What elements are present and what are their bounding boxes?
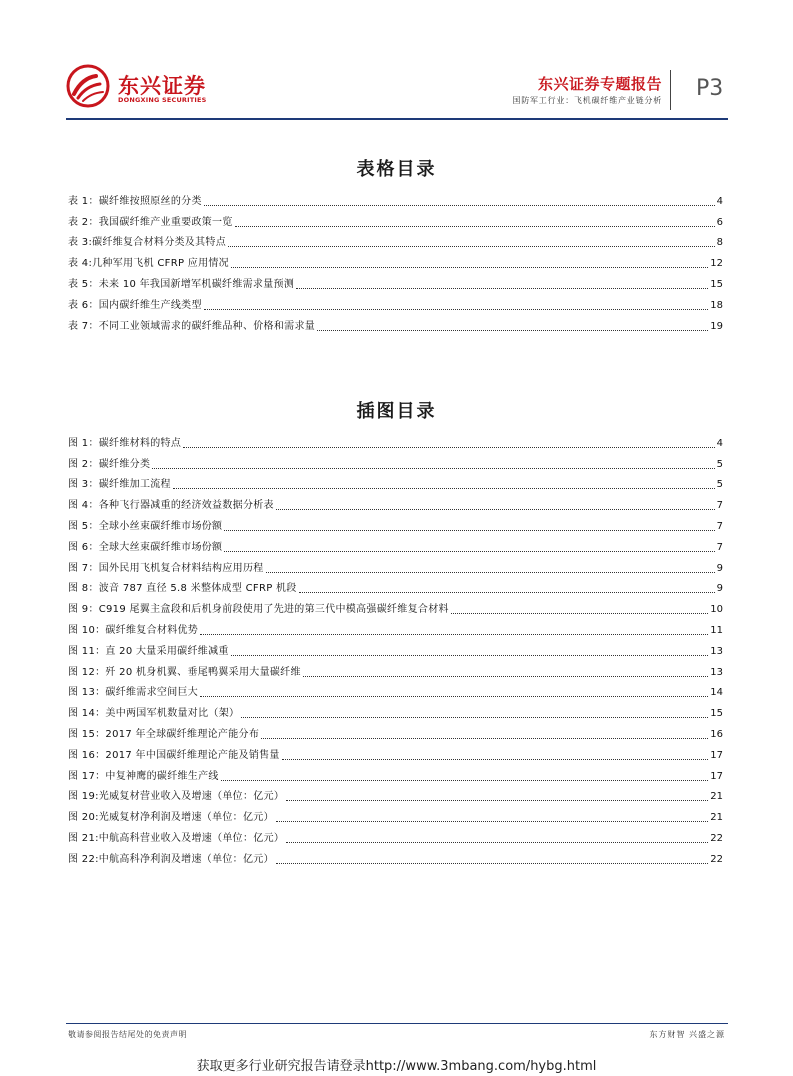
figure-toc-entry[interactable] — [68, 471, 723, 492]
table-toc-entry-page: 18 — [710, 299, 723, 311]
figure-toc-entry-page: 14 — [710, 687, 723, 699]
logo-company-name: 东兴证券 — [118, 74, 206, 98]
figure-toc-entry-label: 图 17：中复神鹰的碳纤维生产线 — [68, 770, 219, 782]
dot-leader — [241, 716, 708, 718]
figure-toc-entry-page: 17 — [710, 770, 723, 782]
table-toc-entry-label: 表 4:几种军用飞机 CFRP 应用情况 — [68, 258, 229, 270]
figure-toc-entry[interactable] — [68, 554, 723, 575]
dot-leader — [276, 508, 715, 510]
figure-toc-entry-page: 13 — [710, 645, 723, 657]
dot-leader — [231, 266, 708, 268]
dot-leader — [235, 225, 715, 227]
table-toc-entry-page: 4 — [716, 195, 723, 207]
figures-toc-title: 插图目录 — [356, 401, 437, 422]
header-divider — [670, 70, 671, 110]
figure-toc-entry-page: 13 — [710, 666, 723, 678]
table-toc-entry[interactable] — [68, 249, 723, 270]
table-toc-entry[interactable] — [68, 187, 723, 208]
figure-toc-entry[interactable] — [68, 720, 723, 741]
figure-toc-entry-label: 图 20:光威复材净利润及增速（单位：亿元） — [68, 812, 274, 824]
figure-toc-entry-label: 图 7：国外民用飞机复合材料结构应用历程 — [68, 562, 264, 574]
figure-toc-entry-page: 7 — [716, 500, 723, 512]
figure-toc-entry-label: 图 8：波音 787 直径 5.8 米整体成型 CFRP 机段 — [68, 583, 297, 595]
dot-leader — [276, 820, 708, 822]
figure-toc-entry[interactable] — [68, 512, 723, 533]
figure-toc-entry-label: 图 6：全球大丝束碳纤维市场份额 — [68, 541, 223, 553]
figure-toc-entry[interactable] — [68, 679, 723, 700]
dot-leader — [228, 245, 715, 247]
dot-leader — [296, 287, 708, 289]
table-toc-entry-page: 19 — [710, 320, 723, 332]
dot-leader — [276, 862, 708, 864]
report-title: 东兴证券专题报告 — [537, 75, 662, 93]
dot-leader — [221, 779, 709, 781]
figure-toc-entry[interactable] — [68, 824, 723, 845]
figure-toc-entry-page: 7 — [716, 541, 723, 553]
table-toc-entry-page: 6 — [716, 216, 723, 228]
figure-toc-entry-label: 图 21:中航高科营业收入及增速（单位：亿元） — [68, 832, 285, 844]
figure-toc-entry-page: 4 — [716, 437, 723, 449]
figure-toc-entry[interactable] — [68, 595, 723, 616]
figure-toc-entry-page: 7 — [716, 520, 723, 532]
figure-toc-entry[interactable] — [68, 803, 723, 824]
dot-leader — [152, 467, 714, 469]
dot-leader — [224, 529, 714, 531]
figure-toc-entry-page: 9 — [716, 562, 723, 574]
table-toc-entry[interactable] — [68, 229, 723, 250]
figure-toc-entry-label: 图 13：碳纤维需求空间巨大 — [68, 687, 199, 699]
figure-toc-entry-label: 图 10：碳纤维复合材料优势 — [68, 624, 199, 636]
figure-toc-entry-label: 图 12：歼 20 机身机翼、垂尾鸭翼采用大量碳纤维 — [68, 666, 301, 678]
figure-toc-entry[interactable] — [68, 783, 723, 804]
dot-leader — [224, 550, 714, 552]
table-toc-entry-label: 表 5：未来 10 年我国新增军机碳纤维需求量预测 — [68, 278, 295, 290]
figure-toc-entry[interactable] — [68, 658, 723, 679]
footer-slogan: 东方财智 兴盛之源 — [649, 1030, 725, 1039]
figure-toc-entry[interactable] — [68, 845, 723, 866]
figure-toc-entry-page: 21 — [710, 791, 723, 803]
figure-toc-entry-label: 图 4：各种飞行器减重的经济效益数据分析表 — [68, 500, 274, 512]
figure-toc-entry-label: 图 2：碳纤维分类 — [68, 458, 151, 470]
table-toc-entry[interactable] — [68, 312, 723, 333]
figure-toc-entry-page: 21 — [710, 812, 723, 824]
dot-leader — [231, 654, 709, 656]
watermark-link[interactable]: 获取更多行业研究报告请登录http://www.3mbang.com/hybg.html — [196, 1059, 597, 1074]
table-toc-entry[interactable] — [68, 291, 723, 312]
dot-leader — [200, 695, 708, 697]
header-rule — [66, 118, 728, 120]
figure-toc-entry-label: 图 15：2017 年全球碳纤维理论产能分布 — [68, 728, 260, 740]
dot-leader — [286, 799, 708, 801]
table-toc-entry-page: 15 — [710, 278, 723, 290]
figure-toc-entry-page: 22 — [710, 853, 723, 865]
report-subtitle: 国防军工行业：飞机碳纤维产业链分析 — [512, 96, 662, 105]
figure-toc-entry-label: 图 5：全球小丝束碳纤维市场份额 — [68, 520, 223, 532]
dot-leader — [303, 675, 708, 677]
figure-toc-entry[interactable] — [68, 533, 723, 554]
figure-toc-entry[interactable] — [68, 741, 723, 762]
table-toc-entry-label: 表 2：我国碳纤维产业重要政策一览 — [68, 216, 233, 228]
dot-leader — [286, 841, 708, 843]
dot-leader — [317, 329, 708, 331]
dot-leader — [204, 204, 715, 206]
figure-toc-entry[interactable] — [68, 450, 723, 471]
figure-toc-entry[interactable] — [68, 491, 723, 512]
table-toc-entry-label: 表 1：碳纤维按照原丝的分类 — [68, 195, 202, 207]
figure-toc-entry[interactable] — [68, 637, 723, 658]
dot-leader — [173, 487, 715, 489]
logo-company-english: DONGXING SECURITIES — [118, 96, 207, 104]
figure-toc-entry-page: 9 — [716, 583, 723, 595]
table-toc-entry-page: 12 — [710, 258, 723, 270]
figure-toc-entry[interactable] — [68, 762, 723, 783]
tables-toc-title: 表格目录 — [356, 159, 437, 180]
dot-leader — [204, 308, 709, 310]
table-toc-entry-page: 8 — [716, 237, 723, 249]
figure-toc-entry[interactable] — [68, 429, 723, 450]
figures-toc-list — [68, 429, 723, 866]
figure-toc-entry-label: 图 3：碳纤维加工流程 — [68, 479, 171, 491]
figure-toc-entry-label: 图 16：2017 年中国碳纤维理论产能及销售量 — [68, 749, 280, 761]
figure-toc-entry-label: 图 19:光威复材营业收入及增速（单位：亿元） — [68, 791, 285, 803]
figure-toc-entry-page: 22 — [710, 832, 723, 844]
figure-toc-entry-page: 17 — [710, 749, 723, 761]
figure-toc-entry-page: 5 — [716, 458, 723, 470]
dot-leader — [200, 633, 708, 635]
dot-leader — [299, 591, 715, 593]
page-number: P3 — [696, 76, 724, 101]
dot-leader — [266, 571, 715, 573]
figure-toc-entry-label: 图 22:中航高科净利润及增速（单位：亿元） — [68, 853, 274, 865]
table-toc-entry-label: 表 3:碳纤维复合材料分类及其特点 — [68, 237, 227, 249]
figure-toc-entry[interactable] — [68, 616, 723, 637]
figure-toc-entry[interactable] — [68, 575, 723, 596]
footer-rule — [66, 1023, 728, 1024]
table-toc-entry-label: 表 7：不同工业领域需求的碳纤维品种、价格和需求量 — [68, 320, 316, 332]
figure-toc-entry-page: 15 — [710, 708, 723, 720]
table-toc-entry[interactable] — [68, 208, 723, 229]
footer-disclaimer: 敬请参阅报告结尾处的免责声明 — [68, 1030, 187, 1039]
figure-toc-entry-label: 图 11：直 20 大量采用碳纤维减重 — [68, 645, 229, 657]
figure-toc-entry-page: 10 — [710, 604, 723, 616]
figure-toc-entry-page: 11 — [710, 624, 723, 636]
figure-toc-entry-page: 5 — [716, 479, 723, 491]
dot-leader — [183, 446, 714, 448]
table-toc-entry[interactable] — [68, 270, 723, 291]
dongxing-logo-icon — [66, 64, 110, 108]
figure-toc-entry-label: 图 9：C919 尾翼主盒段和后机身前段使用了先进的第三代中模高强碳纤维复合材料 — [68, 604, 449, 616]
figure-toc-entry-page: 16 — [710, 728, 723, 740]
figure-toc-entry-label: 图 1：碳纤维材料的特点 — [68, 437, 182, 449]
dot-leader — [282, 758, 709, 760]
dot-leader — [261, 737, 708, 739]
figure-toc-entry-label: 图 14：美中两国军机数量对比（架） — [68, 708, 240, 720]
table-toc-entry-label: 表 6：国内碳纤维生产线类型 — [68, 299, 202, 311]
dot-leader — [451, 612, 708, 614]
tables-toc-list — [68, 187, 723, 333]
figure-toc-entry[interactable] — [68, 699, 723, 720]
